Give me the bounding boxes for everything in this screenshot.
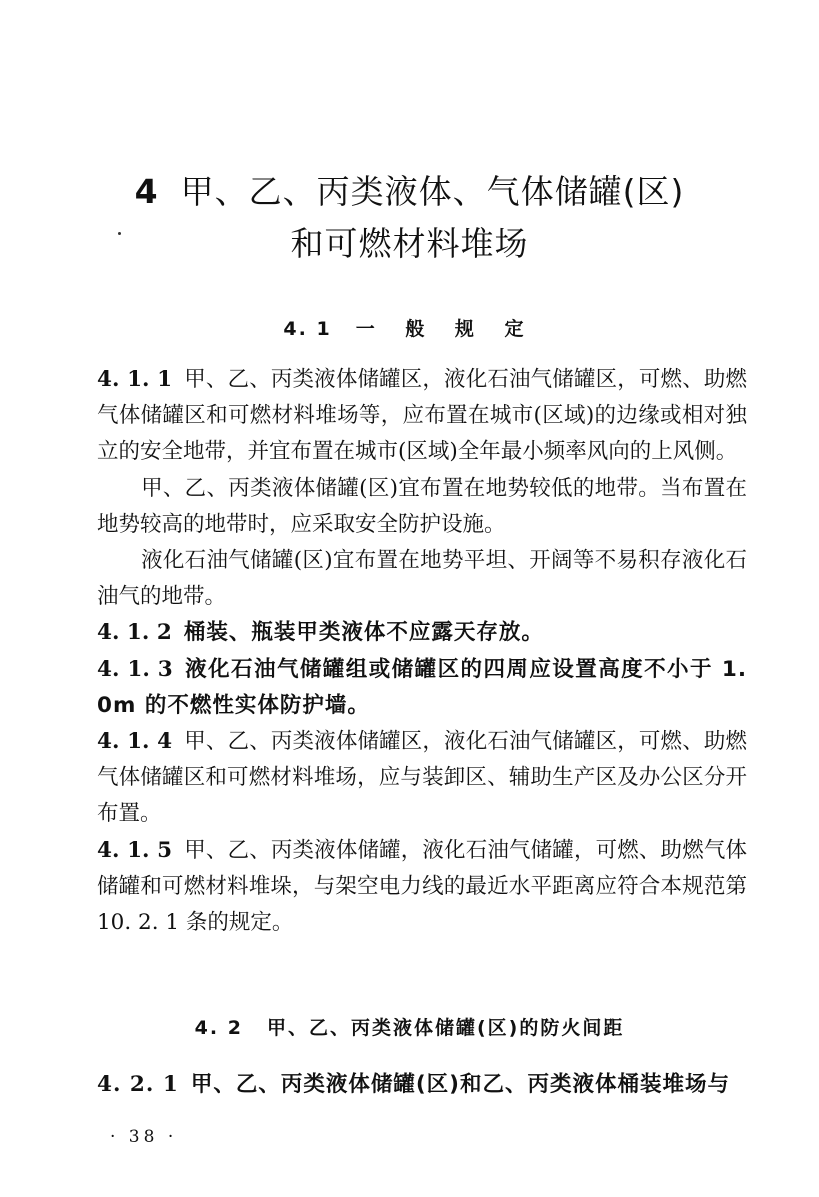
page-number: · 38 · (110, 1127, 178, 1147)
clause-4-2-1 (97, 1067, 757, 1103)
clause-number: 4. 1. 3 (97, 656, 173, 682)
clause-number: 4. 1. 1 (97, 367, 173, 392)
clause-4-1-4 (97, 724, 747, 833)
section-number: 4. 2 (194, 1017, 243, 1039)
clause-4-1-5 (97, 833, 747, 942)
clause-text: 液化石油气储罐组或储罐区的四周应设置高度不小于 1. 0m 的不燃性实体防护墙。 (97, 656, 747, 718)
clause-4-1-1-para2: 甲、乙、丙类液体储罐(区)宜布置在地势较低的地带。当布置在地势较高的地带时，应采取安全防护设施。 (97, 475, 747, 537)
clause-4-1-1-para3: 液化石油气储罐(区)宜布置在地势平坦、开阔等不易积存液化石油气的地带。 (97, 548, 747, 610)
clause-text: 甲、乙、丙类液体储罐(区)和乙、丙类液体桶装堆场与 (190, 1072, 730, 1097)
clause-4-1-3 (97, 652, 747, 724)
chapter-number: 4 (134, 172, 159, 211)
section-number: 4. 1 (283, 318, 332, 340)
section-title: 一 般 规 定 (355, 318, 536, 340)
clause-text: 甲、乙、丙类液体储罐，液化石油气储罐，可燃、助燃气体储罐和可燃材料堆垛，与架空电力线的最近水平距离应符合本规范第 10. 2. 1 条的规定。 (97, 837, 747, 936)
clause-number: 4. 1. 5 (97, 837, 173, 863)
clause-4-1-2 (97, 615, 747, 651)
chapter-title-line2: 和可燃材料堆场 (290, 224, 529, 263)
clause-number: 4. 2. 1 (97, 1072, 179, 1097)
clause-number: 4. 1. 2 (97, 620, 172, 646)
clause-4-1-1 (97, 362, 747, 471)
section-heading-4-1 (0, 314, 819, 341)
section-4-1-body (97, 362, 747, 941)
clause-text: 甲、乙、丙类液体储罐区，液化石油气储罐区，可燃、助燃气体储罐区和可燃材料堆场，应与装卸区、辅助生产区及办公区分开布置。 (97, 729, 747, 827)
chapter-title-text: 甲、乙、丙类液体、气体储罐(区) (180, 172, 685, 211)
clause-number: 4. 1. 4 (97, 729, 173, 755)
clause-text: 甲、乙、丙类液体储罐区，液化石油气储罐区，可燃、助燃气体储罐区和可燃材料堆场等，应布置在城市(区域)的边缘或相对独立的安全地带，并宜布置在城市(区域)全年最小频率风向的上风侧。 (97, 367, 747, 465)
chapter-title-line1 (0, 166, 819, 218)
section-heading-4-2 (0, 1013, 819, 1040)
stray-dot-mark (118, 232, 121, 235)
section-title: 甲、乙、丙类液体储罐(区)的防火间距 (266, 1017, 625, 1039)
clause-text: 桶装、瓶装甲类液体不应露天存放。 (183, 620, 544, 646)
